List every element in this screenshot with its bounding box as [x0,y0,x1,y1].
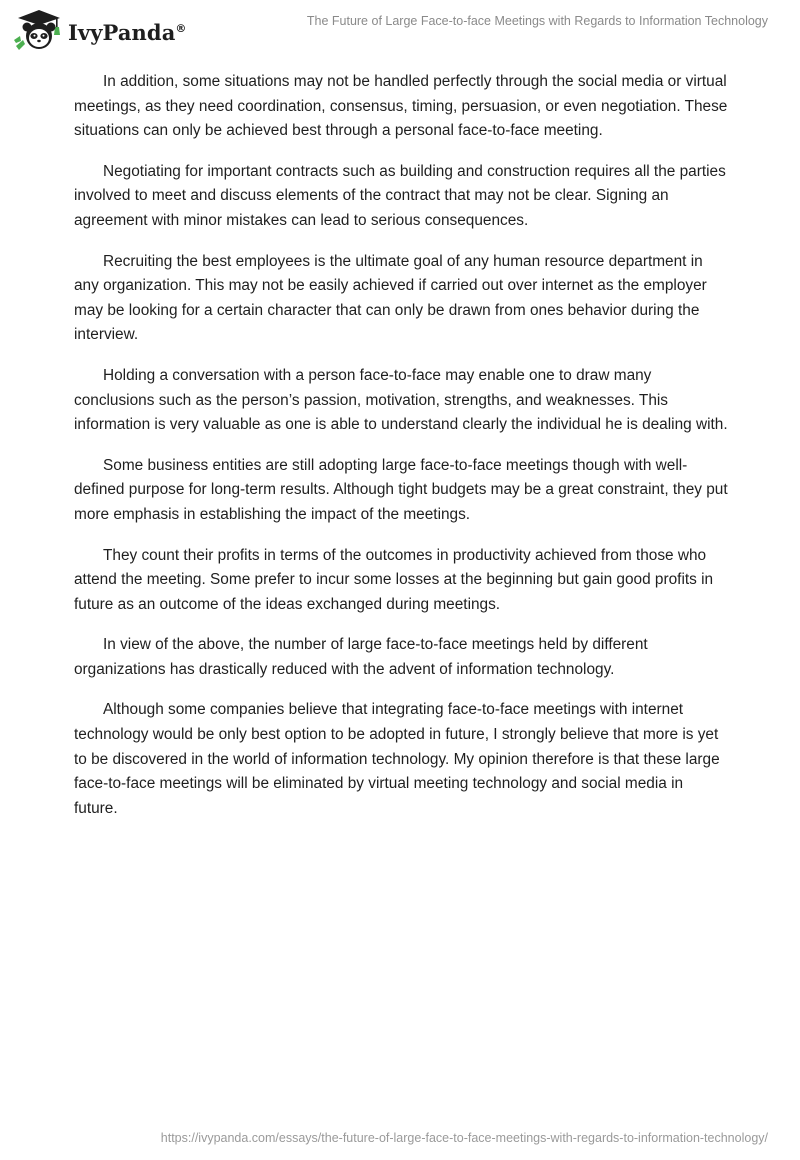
brand-logo[interactable] [14,8,187,52]
paragraph-1: In addition, some situations may not be handled perfectly through the social media or virtual meetings, as they need coordination, consensus, timing, persuasion, or even negotiation. These situations can only be achieved best through a personal face-to-face meeting. [74,73,728,140]
panda-graduate-icon [14,8,64,52]
paragraph-2: Negotiating for important contracts such as building and construction requires all the parties involved to meet and discuss elements of the contract that may not be clear. Signing an agreement with minor mistakes can lead to serious consequences. [74,162,726,229]
paragraph-3: Recruiting the best employees is the ultimate goal of any human resource department in any organization. This may not be easily achieved if carried out over internet as the employer may be looking for a certain character that can only be drawn from ones behavior during the interview. [74,252,707,344]
document-title: The Future of Large Face-to-face Meetings with Regards to Information Technology [306,14,768,28]
paragraph-6: They count their profits in terms of the outcomes in productivity achieved from those who attend the meeting. Some prefer to incur some losses at the beginning but gain good profits in future as an outcome of the ideas exchanged during meetings. [74,546,714,613]
paragraph-4: Holding a conversation with a person face-to-face may enable one to draw many conclusions such as the person’s passion, motivation, strengths, and weaknesses. This information is very valuable as one is able to understand clearly the individual he is dealing with. [74,366,728,434]
essay-body [74,70,728,837]
paragraph-7: In view of the above, the number of large face-to-face meetings held by different organizations has drastically reduced with the advent of information technology. [74,636,648,678]
paragraph-8: Although some companies believe that integrating face-to-face meetings with internet technology would be only best option to be adopted in future, I strongly believe that more is yet to be discovered in the world of information technology. My opinion therefore is that these large face-to-face meetings will be eliminated by virtual meeting technology and social media in future. [74,701,720,817]
page-header [0,0,800,60]
source-url-link[interactable]: https://ivypanda.com/essays/the-future-of-large-face-to-face-meetings-with-regards-to-information-technology/ [160,1131,768,1145]
brand-name: IvyPanda® [68,19,187,45]
paragraph-5: Some business entities are still adopting large face-to-face meetings though with well-defined purpose for long-term results. Although tight budgets may be a great constraint, they put more emphasis in establishing the impact of the meetings. [74,456,728,523]
